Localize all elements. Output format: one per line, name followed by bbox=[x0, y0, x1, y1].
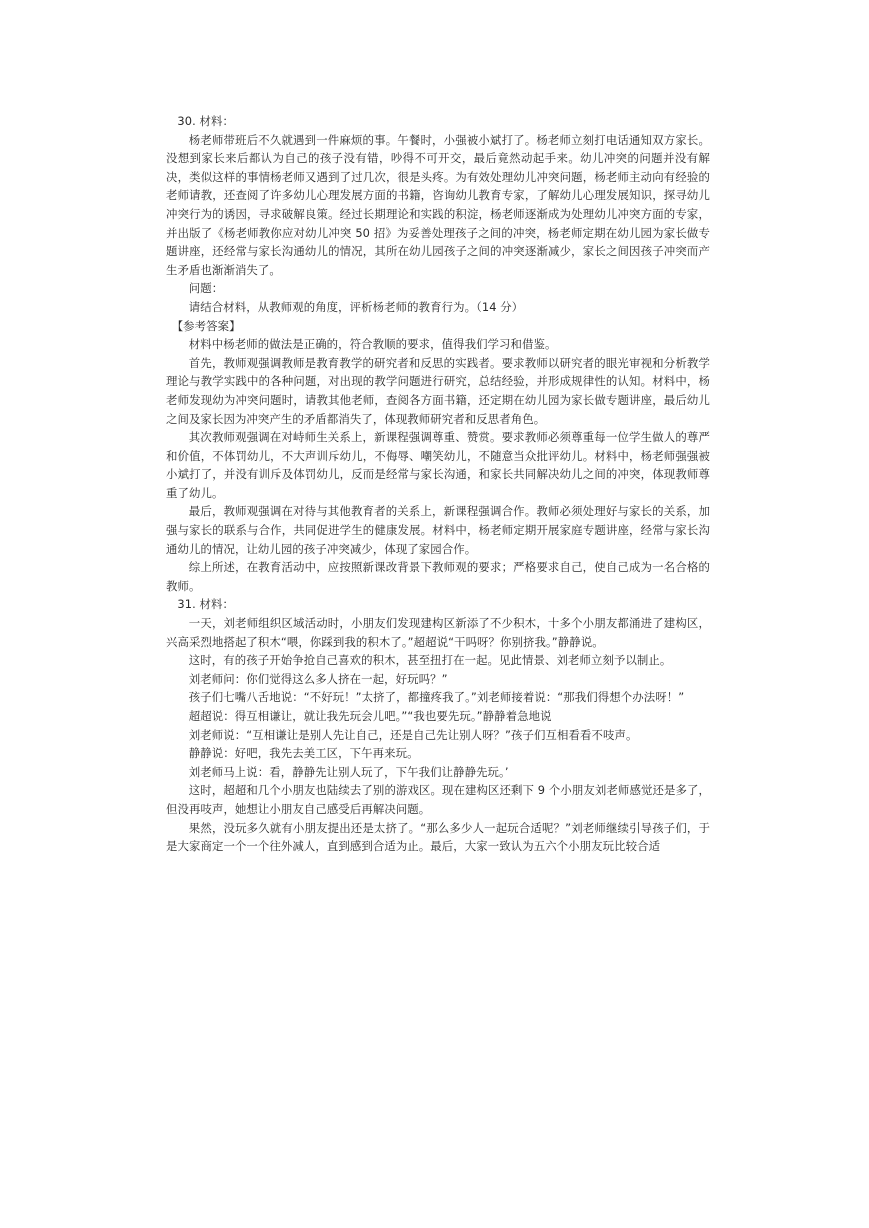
answer-summary: 综上所述，在教育活动中，应按照新课改背景下教师观的要求；严格要求自己，使自己成为一名合格的教师。 bbox=[166, 560, 710, 593]
answer-point-last: 最后，教师观强调在对待与其他教育者的关系上，新课程强调合作。教师必须处理好与家长的关系，加强与家长的联系与合作，共同促进学生的健康发展。材料中，杨老师定期开展家庭专题讲座，经常与家长沟通幼儿的情况，让幼儿园的孩子冲突减少，体现了家园合作。 bbox=[166, 504, 710, 556]
question-30-prompt: 请结合材料，从教师观的角度，评析杨老师的教育行为。（14 分） bbox=[188, 299, 524, 314]
reference-answer-heading: 【参考答案】 bbox=[171, 318, 241, 333]
question-31-paragraph: 果然，没玩多久就有小朋友提出还是太挤了。“那么多少人一起玩合适呢？”刘老师继续引导孩子们，于是大家商定一个一个往外减人，直到感到合适为止。最后，大家一致认为五六个小朋友玩比较合适 bbox=[166, 820, 710, 854]
question-31-paragraph: 刘老师马上说：看，静静先让别人玩了，下午我们让静静先玩。’ bbox=[188, 764, 509, 779]
question-30-material: 杨老师带班后不久就遇到一件麻烦的事。午餐时，小强被小斌打了。杨老师立刻打电话通知双方家长。没想到家长来后都认为自己的孩子没有错，吵得不可开交，最后竟然动起手来。幼儿冲突的问题并没有解决，类似这样的事情杨老师又遇到了过几次，很是头疼。为有效处理幼儿冲突问题，杨老师主动向有经验的老师请教，还查阅了许多幼儿心理发展方面的书籍，咨询幼儿教育专家，了解幼儿心理发展知识，探寻幼儿冲突行为的诱因，寻求破解良策。经过长期理论和实践的积淀，杨老师逐渐成为处理幼儿冲突方面的专家，并出版了《杨老师教你应对幼儿冲突 50 招》为妥善处理孩子之间的冲突，杨老师定期在幼儿园为家长做专题讲座，还经常与家长沟通幼儿的情况，其所在幼儿园孩子之间的冲突逐渐减少，家长之间因孩子冲突而产生矛盾也渐渐消失了。 bbox=[166, 132, 710, 277]
question-31-paragraph: 刘老师说：“互相谦让是别人先让自己，还是自己先让别人呀？”孩子们互相看看不吱声。 bbox=[188, 727, 638, 742]
document-body bbox=[166, 112, 710, 856]
question-30-heading: 30. 材料： bbox=[177, 114, 234, 128]
question-31-heading: 31. 材料： bbox=[177, 597, 234, 612]
question-31-paragraph: 一天，刘老师组织区域活动时，小朋友们发现建构区新添了不少积木，十多个小朋友都涌进了建构区，兴高采烈地搭起了积木“喂，你踩到我的积木了。”超超说“干吗呀？你别挤我。”静静说。 bbox=[166, 616, 710, 649]
answer-point-first: 首先，教师观强调教师是教育教学的研究者和反思的实践者。要求教师以研究者的眼光审视和分析教学理论与教学实践中的各种问题，对出现的教学问题进行研究，总结经验，并形成规律性的认知。材料中，杨老师发现幼为冲突问题时，请教其他老师，查阅各方面书籍，还定期在幼儿园为家长做专题讲座，最后幼儿之间及家长因为冲突产生的矛盾都消失了，体现教师研究者和反思者角色。 bbox=[166, 355, 710, 426]
question-31-paragraph: 静静说：好吧，我先去美工区，下午再来玩。 bbox=[188, 746, 419, 761]
answer-intro: 材料中杨老师的做法是正确的，符合教顺的要求，值得我们学习和借鉴。 bbox=[188, 337, 557, 352]
question-31-paragraph: 孩子们七嘴八舌地说：“不好玩！”太挤了，都撞疼我了。”刘老师接着说：“那我们得想个办法呀！” bbox=[188, 690, 685, 705]
question-31-paragraph: 这时，有的孩子开始争抢自己喜欢的积木，甚至扭打在一起。见此情景、刘老师立刻予以制止。 bbox=[188, 653, 672, 668]
question-30-label: 问题： bbox=[188, 281, 224, 296]
question-31-paragraph: 刘老师问：你们觉得这么多人挤在一起，好玩吗？” bbox=[188, 671, 448, 686]
question-31-paragraph: 这时，超超和几个小朋友也陆续去了别的游戏区。现在建构区还剩下 9 个小朋友刘老师感觉还是多了，但没再吱声，她想让小朋友自己感受后再解决问题。 bbox=[166, 783, 710, 816]
question-31-paragraph: 超超说：得互相谦让，就让我先玩会儿吧。”“我也要先玩。”静静着急地说 bbox=[188, 709, 552, 723]
answer-point-second: 其次教师观强调在对峙师生关系上，新课程强调尊重、赞赏。要求教师必须尊重每一位学生做人的尊严和价值，不体罚幼儿，不大声训斥幼儿，不侮辱、嘲笑幼儿，不随意当众批评幼儿。材料中，杨老师强强被小斌打了，并没有训斥及体罚幼儿，反而是经常与家长沟通，和家长共同解决幼儿之间的冲突，体现教师尊重了幼儿。 bbox=[166, 430, 710, 500]
